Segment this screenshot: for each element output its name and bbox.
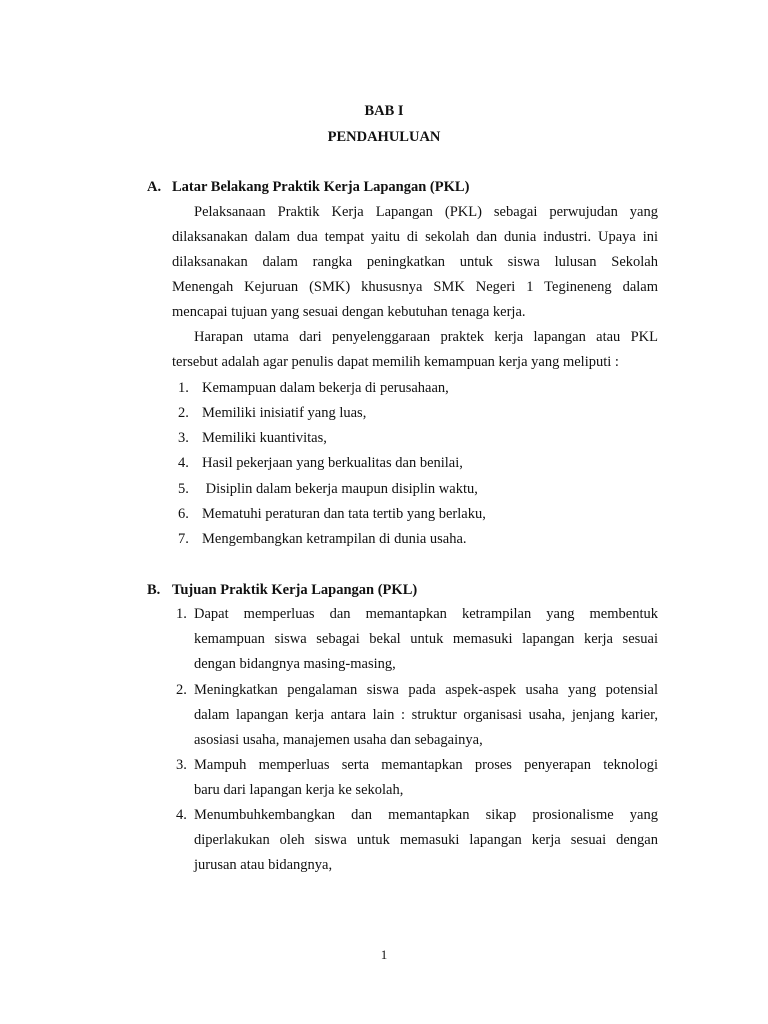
list-item-line: dengan bidangnya masing-masing, — [194, 656, 396, 672]
list-item-number: 2. — [176, 682, 187, 698]
list-item: Kemampuan dalam bekerja di perusahaan, — [202, 380, 449, 396]
list-item-number: 4. — [178, 455, 189, 471]
list-item: Mematuhi peraturan dan tata tertib yang berlaku, — [202, 506, 486, 522]
list-item-line: Mampuh memperluas serta memantapkan proses penyerapan teknologi — [194, 757, 658, 773]
list-item-number: 5. — [178, 481, 189, 497]
list-item-line: asosiasi usaha, manajemen usaha dan sebagainya, — [194, 732, 483, 748]
list-item-number: 3. — [178, 430, 189, 446]
section-b-marker: B. — [147, 582, 161, 598]
section-a-marker: A. — [147, 179, 162, 195]
list-item-number: 4. — [176, 807, 187, 823]
list-item-line: dalam lapangan kerja antara lain : struktur organisasi usaha, jenjang karier, — [194, 707, 658, 723]
section-a-heading: Latar Belakang Praktik Kerja Lapangan (PKL) — [172, 179, 470, 195]
chapter-label: BAB I — [364, 103, 404, 119]
paragraph-line: Pelaksanaan Praktik Kerja Lapangan (PKL) sebagai perwujudan yang — [194, 204, 658, 220]
list-item-line: Menumbuhkembangkan dan memantapkan sikap prosionalisme yang — [194, 807, 658, 823]
list-item-number: 7. — [178, 531, 189, 547]
list-item: Memiliki inisiatif yang luas, — [202, 405, 367, 421]
paragraph-line: mencapai tujuan yang sesuai dengan kebutuhan tenaga kerja. — [172, 304, 526, 320]
list-item-number: 1. — [178, 380, 189, 396]
list-item-line: kemampuan siswa sebagai bekal untuk memasuki lapangan kerja sesuai — [194, 631, 658, 647]
paragraph-line: dilaksanakan dalam rangka peningkatkan untuk siswa lulusan Sekolah — [172, 254, 658, 270]
list-item: Mengembangkan ketrampilan di dunia usaha. — [202, 531, 467, 547]
list-item-number: 2. — [178, 405, 189, 421]
section-b-heading: Tujuan Praktik Kerja Lapangan (PKL) — [172, 582, 418, 598]
paragraph-line: dilaksanakan dalam dua tempat yaitu di sekolah dan dunia industri. Upaya ini — [172, 229, 658, 245]
list-item-line: diperlakukan oleh siswa untuk memasuki lapangan kerja sesuai dengan — [194, 832, 658, 848]
list-item: Memiliki kuantivitas, — [202, 430, 327, 446]
paragraph-line: Harapan utama dari penyelenggaraan praktek kerja lapangan atau PKL — [194, 329, 658, 345]
list-item-number: 3. — [176, 757, 187, 773]
list-item-line: baru dari lapangan kerja ke sekolah, — [194, 782, 404, 798]
paragraph-line: Menengah Kejuruan (SMK) khususnya SMK Negeri 1 Tegineneng dalam — [172, 279, 658, 295]
list-item: Hasil pekerjaan yang berkualitas dan benilai, — [202, 455, 463, 471]
list-item-number: 6. — [178, 506, 189, 522]
page-number: 1 — [380, 947, 388, 962]
list-item-line: jurusan atau bidangnya, — [194, 857, 333, 873]
paragraph-line: tersebut adalah agar penulis dapat memilih kemampuan kerja yang meliputi : — [172, 354, 619, 370]
list-item-number: 1. — [176, 606, 187, 622]
list-item: Disiplin dalam bekerja maupun disiplin waktu, — [202, 481, 478, 497]
list-item-line: Dapat memperluas dan memantapkan ketrampilan yang membentuk — [194, 606, 658, 622]
chapter-title: PENDAHULUAN — [327, 129, 441, 145]
list-item-line: Meningkatkan pengalaman siswa pada aspek-aspek usaha yang potensial — [194, 682, 658, 698]
